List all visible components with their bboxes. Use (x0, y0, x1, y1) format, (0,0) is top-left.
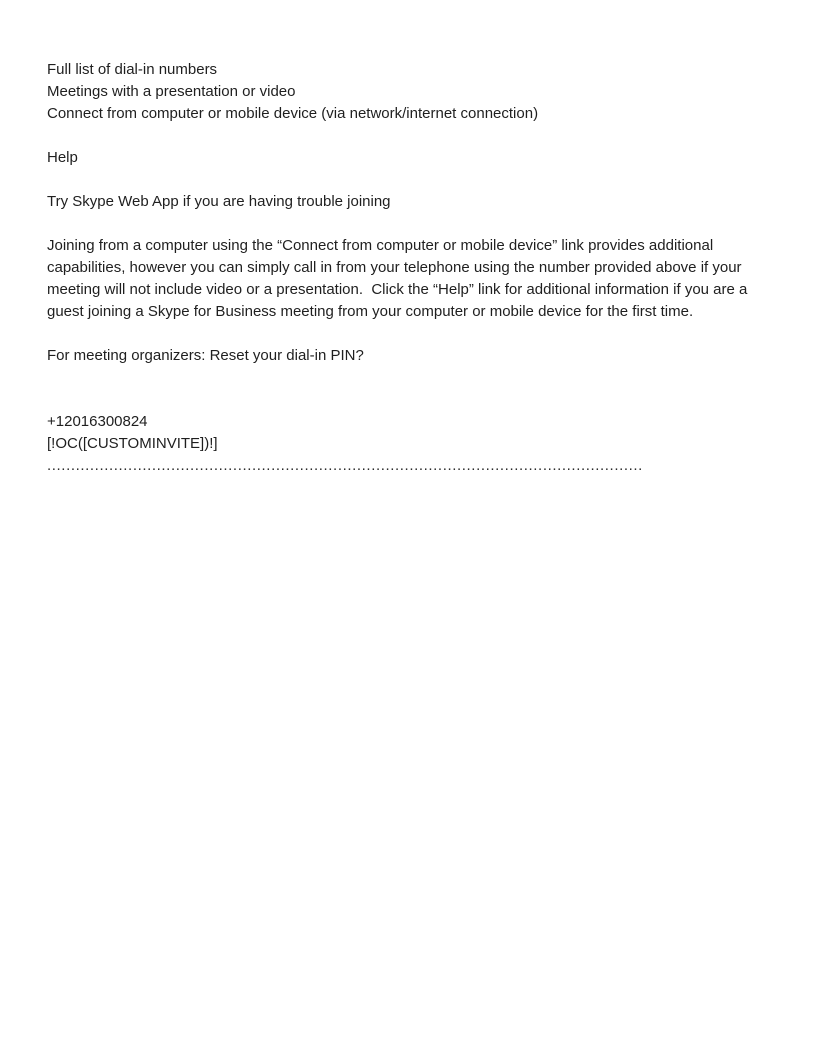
meeting-organizers-line: For meeting organizers: Reset your dial-in PIN? (47, 347, 364, 364)
meetings-presentation-line: Meetings with a presentation or video (47, 83, 296, 100)
dotted-divider: ............................................................................................................................. (47, 457, 643, 474)
custom-invite-token: [!OC([CUSTOMINVITE])!] (47, 435, 218, 452)
skype-web-app-line: Try Skype Web App if you are having trouble joining (47, 193, 391, 210)
document-body (47, 59, 768, 477)
dialin-numbers-line: Full list of dial-in numbers (47, 61, 218, 78)
help-line: Help (47, 149, 78, 166)
joining-instructions-paragraph: Joining from a computer using the “Connect from computer or mobile device” link provides additional capabilities, however you can simply call in from your telephone using the number provided above if your meeting will not include video or a presentation. Click the “Help” link for additional information if you are a guest joining a Skype for Business meeting from your computer or mobile device for the first time. (47, 237, 752, 320)
phone-number: +12016300824 (47, 413, 148, 430)
connect-from-computer-line: Connect from computer or mobile device (via network/internet connection) (47, 105, 539, 122)
